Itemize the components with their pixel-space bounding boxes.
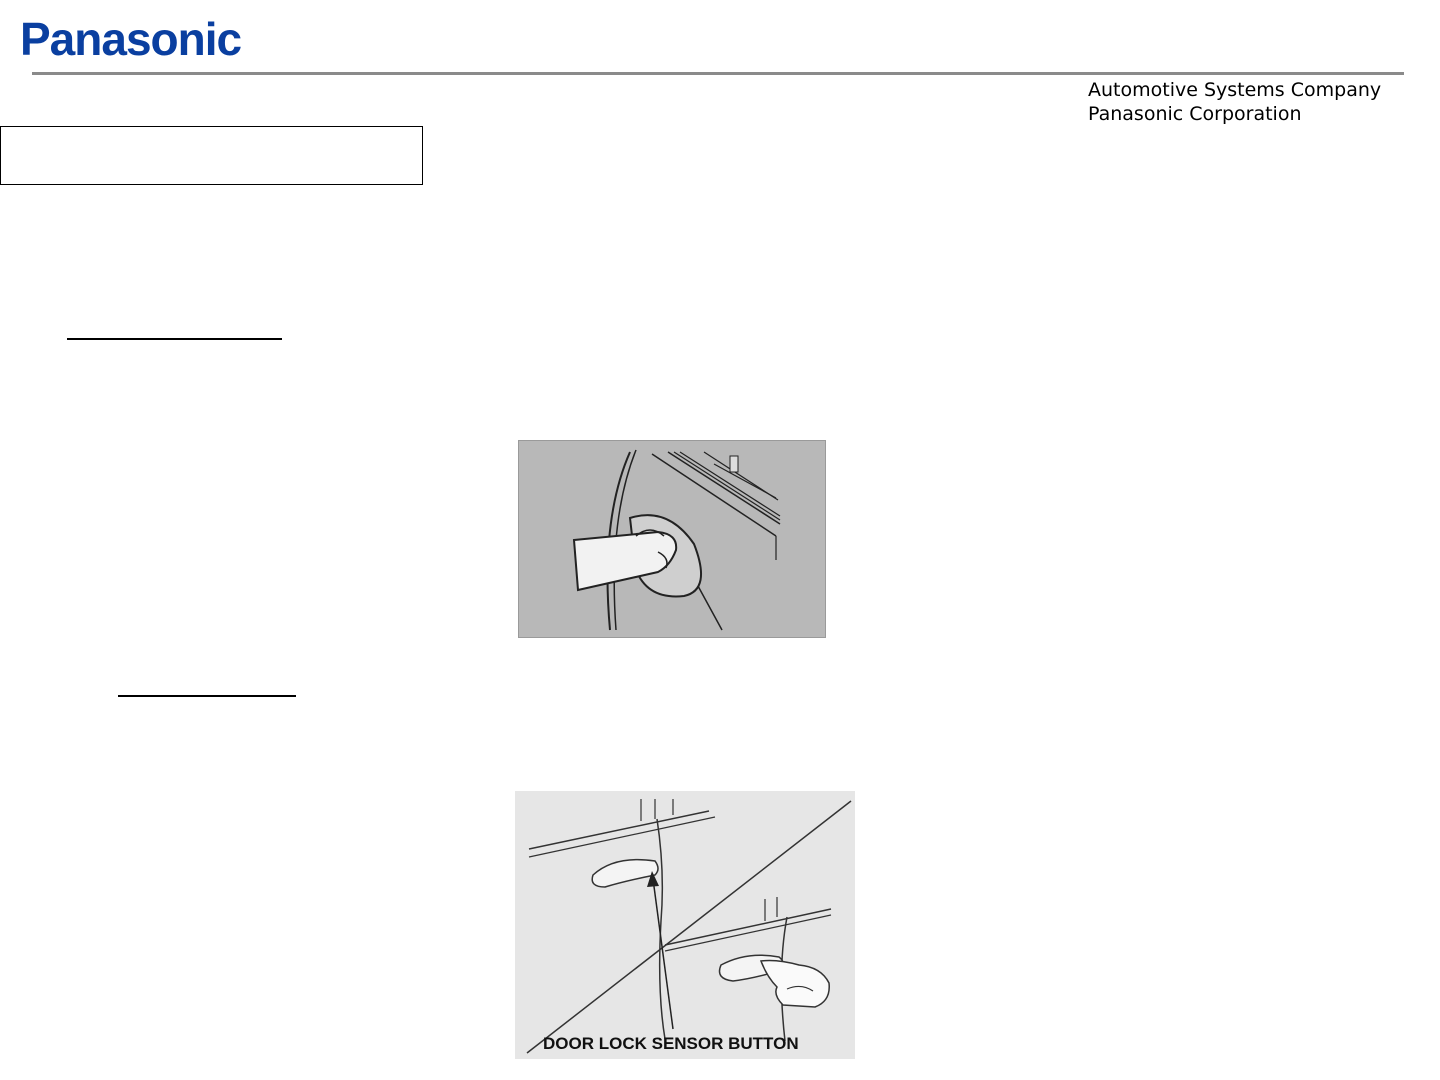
company-line-2: Panasonic Corporation: [1088, 103, 1302, 125]
company-info: [1088, 78, 1381, 126]
section-heading-underline-2: [118, 695, 296, 697]
title-box: [0, 126, 423, 185]
logo-text: Panasonic: [20, 13, 242, 65]
header-divider: [32, 72, 1404, 75]
company-line-1: Automotive Systems Company: [1088, 79, 1382, 101]
figure-caption: DOOR LOCK SENSOR BUTTON: [543, 1034, 799, 1053]
door-lock-sensor-illustration: [515, 791, 855, 1059]
door-handle-grip-illustration: [518, 440, 826, 638]
panasonic-logo: [20, 13, 242, 65]
section-heading-underline-1: [67, 338, 282, 340]
